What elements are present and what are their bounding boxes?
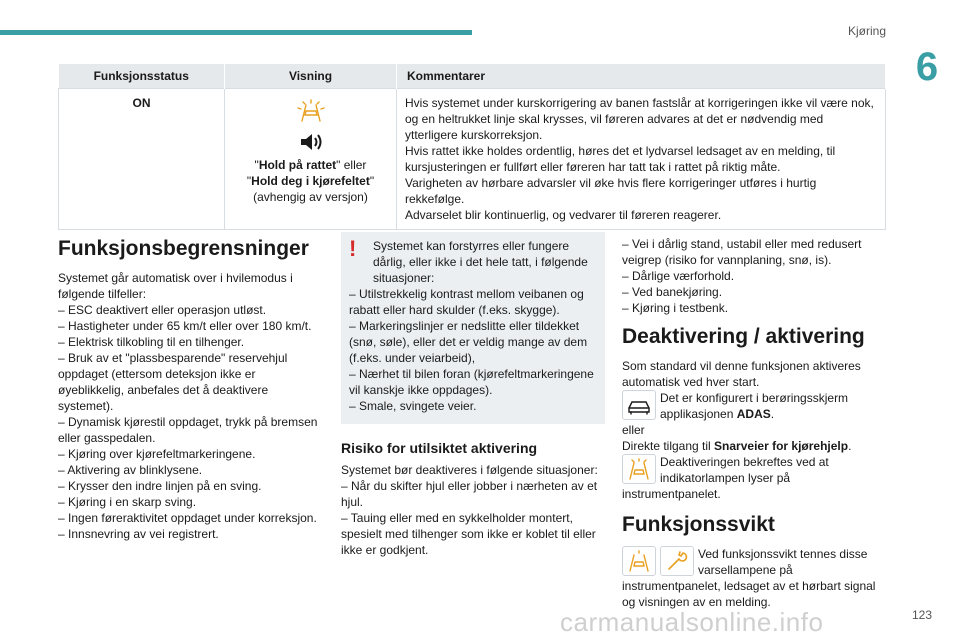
shortcuts-name: Snarveier for kjørehjelp <box>714 439 849 453</box>
malfunction-text: Ved funksjonssvikt tennes disse varsellampene på <box>698 547 868 577</box>
deactivation-intro: Som standard vil denne funksjonen aktiveres automatisk ved hver start. <box>622 359 861 389</box>
column-activation <box>622 236 888 610</box>
version-note: (avhengig av versjon) <box>253 189 368 204</box>
list-item: – ESC deaktivert eller operasjon utløst. <box>58 303 267 317</box>
list-item: – Ingen føreraktivitet oppdaget under korreksjon. <box>58 511 317 525</box>
risk-intro: Systemet bør deaktiveres i følgende situasjoner: <box>341 463 598 477</box>
list-item: – Hastigheter under 65 km/t eller over 180 km/t. <box>58 319 312 333</box>
list-item: – Dårlige værforhold. <box>622 269 735 283</box>
list-item: – Markeringslinjer er nedslitte eller tildekket (snø, søle), eller det er veldig mange av dem (f.eks. under veiarbeid), <box>349 319 588 365</box>
deactivation-confirm-row <box>622 454 888 486</box>
list-item: – Tauing eller med en sykkelholder montert, spesielt med tilhenger som ikke er koblet til eller ikke er godkjent. <box>341 511 596 557</box>
wrench-icon-box <box>660 546 694 576</box>
limitations-title: Funksjonsbegrensninger <box>58 237 309 260</box>
column-warnings <box>341 232 605 558</box>
message-keep-lane: Hold deg i kjørefeltet <box>251 173 370 188</box>
message-hold-wheel: Hold på rattet <box>258 157 337 172</box>
lane-warning-icon <box>294 99 328 123</box>
header-comments: Kommentarer <box>397 64 886 88</box>
page-number: 123 <box>911 608 932 622</box>
table-header-row <box>59 64 886 88</box>
car-icon <box>626 394 652 416</box>
lane-warning-icon-box <box>622 546 656 576</box>
comment-line: Hvis rattet ikke holdes ordentlig, høres det et lydvarsel ledsaget av en melding, til kursjusteringen er fullført eller føreren har tatt tak i rattet på riktig måte. <box>405 143 836 174</box>
adas-config-text: Det er konfigurert i berøringsskjerm applikasjonen ADAS. <box>660 391 849 421</box>
deactivation-confirm-text: Deaktiveringen bekreftes ved at indikatorlampen lyser på <box>660 455 829 485</box>
warning-intro: Systemet kan forstyrres eller fungere dårlig, eller ikke i det hele tatt, i følgende situasjoner: <box>373 239 588 285</box>
list-item: – Kjøring i testbenk. <box>622 301 729 315</box>
list-item: – Vei i dårlig stand, ustabil eller med redusert veigrep (risiko for vannplaning, snø, is). <box>622 237 862 267</box>
list-item: – Bruk av et "plassbesparende" reservehjul oppdaget (ettersom deteksjon ikke er øyeblikkelig, anbefales det å deaktivere systemet). <box>58 351 288 413</box>
column-limitations <box>58 236 322 542</box>
comment-line: Varigheten av hørbare advarsler vil øke hvis flere korrigeringer utføres i hurtig rekkefølge. <box>405 175 817 206</box>
header-accent-bar <box>0 30 472 35</box>
list-item: – Kjøring over kjørefeltmarkeringene. <box>58 447 256 461</box>
deactivation-title: Deaktivering / aktivering <box>622 325 865 348</box>
adas-app-name: ADAS <box>736 407 771 421</box>
list-item: – Utilstrekkelig kontrast mellom veibanen og rabatt eller hard skulder (f.eks. skygge). <box>349 287 584 317</box>
exclamation-icon: ! <box>349 236 357 261</box>
comment-line: Hvis systemet under kurskorrigering av banen fastslår at korrigeringen ikke vil være nok, og en heltrukket linje skal krysses, vil føreren advares at det er nødvendig med ytterligere kurskorreksjon. <box>405 95 874 142</box>
status-table <box>58 64 886 230</box>
malfunction-title: Funksjonssvikt <box>622 513 775 536</box>
list-item: – Dynamisk kjørestil oppdaget, trykk på bremsen eller gasspedalen. <box>58 415 318 445</box>
list-item: – Innsnevring av vei registrert. <box>58 527 219 541</box>
direct-access-text: Direkte tilgang til Snarveier for kjørehjelp. <box>622 439 852 453</box>
list-item: – Elektrisk tilkobling til en tilhenger. <box>58 335 245 349</box>
malfunction-row <box>622 546 888 578</box>
comment-line: Advarselet blir kontinuerlig, og vedvarer til føreren reagerer. <box>405 207 722 222</box>
table-row <box>59 88 886 229</box>
comments-cell <box>397 88 886 229</box>
lane-off-icon <box>626 458 652 480</box>
adas-config-row <box>622 390 888 422</box>
risk-title: Risiko for utilsiktet aktivering <box>341 440 538 456</box>
header-visning: Visning <box>225 64 397 88</box>
list-item: – Når du skifter hjul eller jobber i nærheten av et hjul. <box>341 479 598 509</box>
steering-hand-icon <box>298 131 324 153</box>
list-item: – Aktivering av blinklysene. <box>58 463 203 477</box>
list-item: – Kjøring i en skarp sving. <box>58 495 197 509</box>
list-item: – Nærhet til bilen foran (kjørefeltmarkeringene vil kanskje ikke oppdages). <box>349 367 594 397</box>
list-item: – Ved banekjøring. <box>622 285 723 299</box>
wrench-icon <box>664 550 690 572</box>
section-name: Kjøring <box>847 24 886 38</box>
limitations-intro: Systemet går automatisk over i hvilemodus i følgende tilfeller: <box>58 271 293 301</box>
header-status: Funksjonsstatus <box>59 64 225 88</box>
car-icon-box <box>622 390 656 420</box>
malfunction-tail: instrumentpanelet, ledsaget av et hørbart signal og visningen av en melding. <box>622 579 876 609</box>
status-cell: ON <box>59 88 225 229</box>
or-text: eller <box>622 423 645 437</box>
watermark: carmanualsonline.info <box>560 607 824 637</box>
chapter-number: 6 <box>915 45 939 89</box>
list-item: – Smale, svingete veier. <box>349 399 477 413</box>
lane-warning-icon <box>626 550 652 572</box>
visning-text: "Hold på rattet" eller "Hold deg i kjørefeltet" (avhengig av versjon) <box>246 157 375 204</box>
visning-cell <box>225 88 397 229</box>
deactivation-confirm-tail: instrumentpanelet. <box>622 487 721 501</box>
list-item: – Krysser den indre linjen på en sving. <box>58 479 262 493</box>
lane-off-icon-box <box>622 454 656 484</box>
warning-box <box>341 232 605 424</box>
